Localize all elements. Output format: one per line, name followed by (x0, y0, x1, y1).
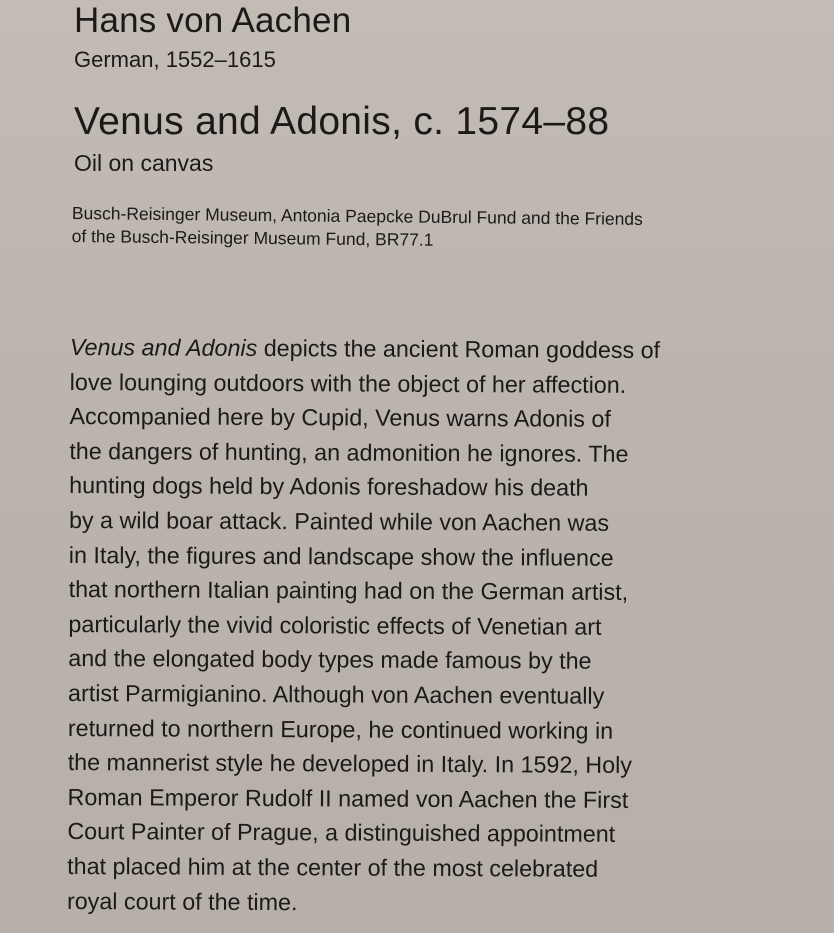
credit-line-1: Busch-Reisinger Museum, Antonia Paepcke DuBrul Fund and the Friends (71, 202, 643, 229)
description-paragraph (67, 330, 770, 922)
description-line: and the elongated body types made famous by the (68, 645, 592, 675)
description-line (70, 330, 770, 368)
artwork-date: c. 1574–88 (402, 100, 610, 143)
description-line: royal court of the time. (66, 887, 298, 915)
description-line: returned to northern Europe, he continued working in (67, 714, 614, 744)
description-line: Court Painter of Prague, a distinguished appointment (67, 818, 616, 848)
artwork-medium: Oil on canvas (74, 150, 214, 176)
description-first-line-rest: depicts the ancient Roman goddess of (257, 334, 661, 364)
description-line: love lounging outdoors with the object of her affection. (69, 368, 627, 398)
credit-line-2: of the Busch-Reisinger Museum Fund, BR77.1 (71, 225, 434, 250)
description-line: Accompanied here by Cupid, Venus warns Adonis of (69, 403, 611, 433)
description-line: the mannerist style he developed in Italy. In 1592, Holy (67, 749, 633, 779)
artist-nationality-dates: German, 1552–1615 (74, 47, 276, 72)
description-line: artist Parmigianino. Although von Aachen eventually (68, 679, 605, 709)
description-line: by a wild boar attack. Painted while von Aachen was (68, 506, 610, 536)
artwork-title-line (74, 98, 609, 146)
description-line: hunting dogs held by Adonis foreshadow his death (69, 472, 589, 502)
description-italic-title: Venus and Adonis (69, 333, 258, 361)
artwork-title: Venus and Adonis, (74, 100, 403, 143)
credit-line (72, 202, 762, 255)
artist-name: Hans von Aachen (74, 1, 352, 40)
description-line: in Italy, the figures and landscape show the influence (68, 541, 614, 571)
description-line: the dangers of hunting, an admonition he ignores. The (69, 437, 629, 467)
description-line: that placed him at the center of the most celebrated (67, 852, 599, 882)
description-line: particularly the vivid coloristic effects of Venetian art (68, 610, 602, 640)
description-line: that northern Italian painting had on the German artist, (68, 576, 629, 606)
description-line: Roman Emperor Rudolf II named von Aachen the First (67, 783, 629, 813)
